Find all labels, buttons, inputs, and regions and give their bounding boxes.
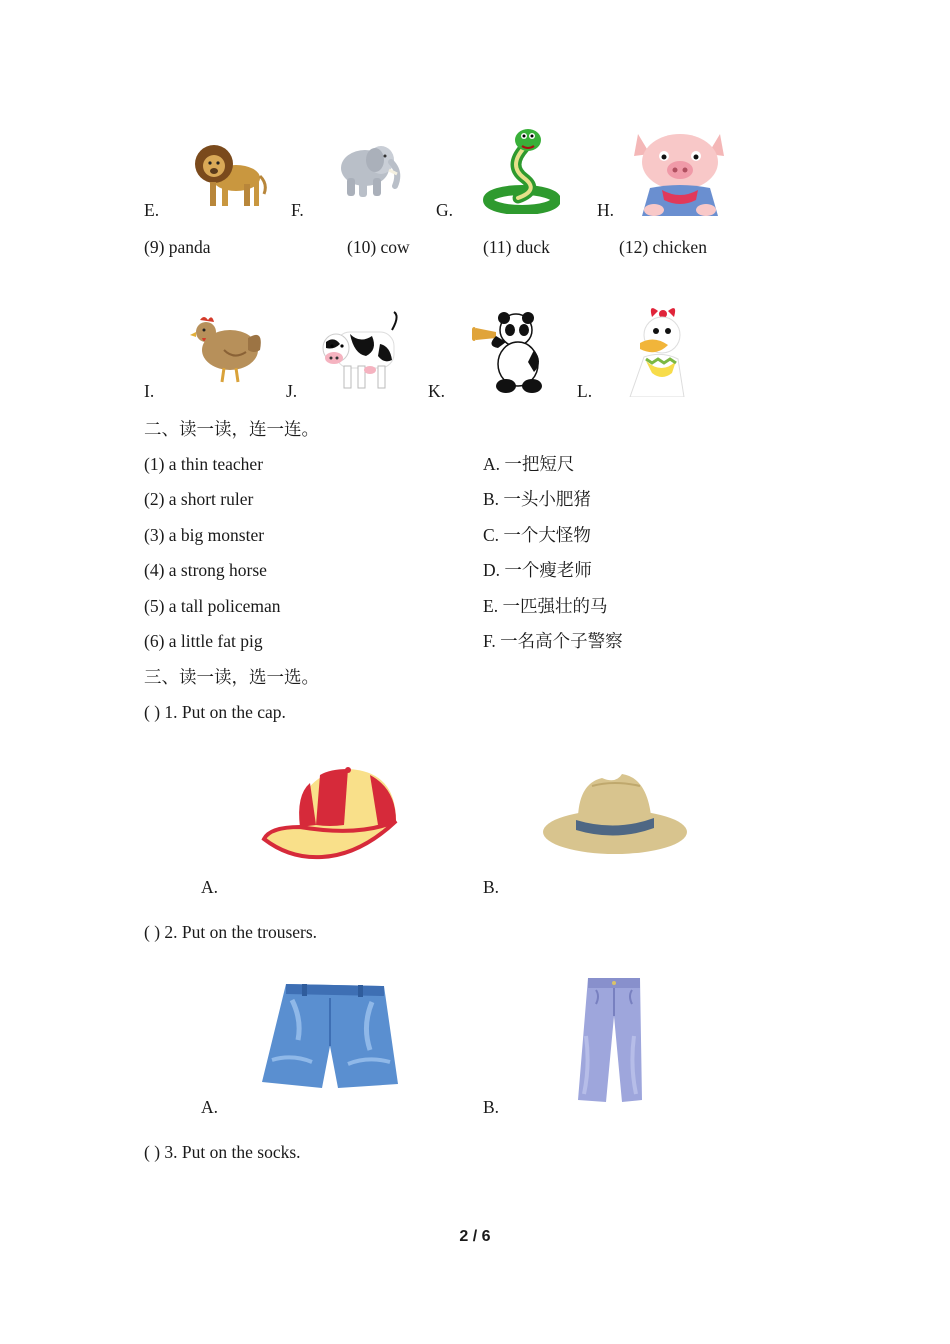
q2-option-a: A. — [201, 1097, 219, 1117]
section2-heading: 二、读一读，连一连。 — [144, 419, 319, 439]
word-cow: (10) cow — [347, 237, 410, 257]
match-right-c: C. 一个大怪物 — [483, 525, 591, 545]
question-3: ( ) 3. Put on the socks. — [144, 1142, 301, 1162]
match-right-d: D. 一个瘦老师 — [483, 560, 592, 580]
word-duck: (11) duck — [483, 237, 550, 257]
match-left-2: (2) a short ruler — [144, 489, 254, 509]
animal-letter-h: H. — [597, 200, 615, 220]
match-right-a: A. 一把短尺 — [483, 454, 575, 474]
shorts-icon — [262, 980, 398, 1090]
match-left-1: (1) a thin teacher — [144, 454, 264, 474]
animal-letter-j: J. — [286, 381, 298, 401]
animal-letter-i: I. — [144, 381, 155, 401]
animal-letter-k: K. — [428, 381, 446, 401]
snake-icon — [482, 126, 560, 214]
hen-icon — [188, 310, 266, 386]
q2-option-b: B. — [483, 1097, 500, 1117]
section3-heading: 三、读一读，选一选。 — [144, 667, 319, 687]
trousers-icon — [574, 976, 644, 1104]
match-right-b: B. 一头小肥猪 — [483, 489, 591, 509]
page-number: 2 / 6 — [459, 1228, 491, 1245]
match-left-4: (4) a strong horse — [144, 560, 267, 580]
hat-icon — [542, 770, 688, 858]
match-left-3: (3) a big monster — [144, 525, 265, 545]
pig-icon — [626, 128, 734, 216]
duck-icon — [622, 305, 692, 397]
match-left-5: (5) a tall policeman — [144, 596, 281, 616]
animal-letter-l: L. — [577, 381, 593, 401]
panda-icon — [472, 310, 546, 394]
cap-icon — [260, 765, 398, 861]
cow-icon — [320, 310, 400, 396]
q1-option-a: A. — [201, 877, 219, 897]
animal-letter-e: E. — [144, 200, 160, 220]
elephant-icon — [335, 138, 403, 200]
lion-icon — [188, 132, 268, 210]
question-1: ( ) 1. Put on the cap. — [144, 702, 286, 722]
animal-letter-f: F. — [291, 200, 304, 220]
match-right-f: F. 一名高个子警察 — [483, 631, 623, 651]
q1-option-b: B. — [483, 877, 500, 897]
match-right-e: E. 一匹强壮的马 — [483, 596, 608, 616]
word-panda: (9) panda — [144, 237, 211, 257]
question-2: ( ) 2. Put on the trousers. — [144, 922, 318, 942]
animal-letter-g: G. — [436, 200, 454, 220]
word-chicken: (12) chicken — [619, 237, 707, 257]
match-left-6: (6) a little fat pig — [144, 631, 263, 651]
